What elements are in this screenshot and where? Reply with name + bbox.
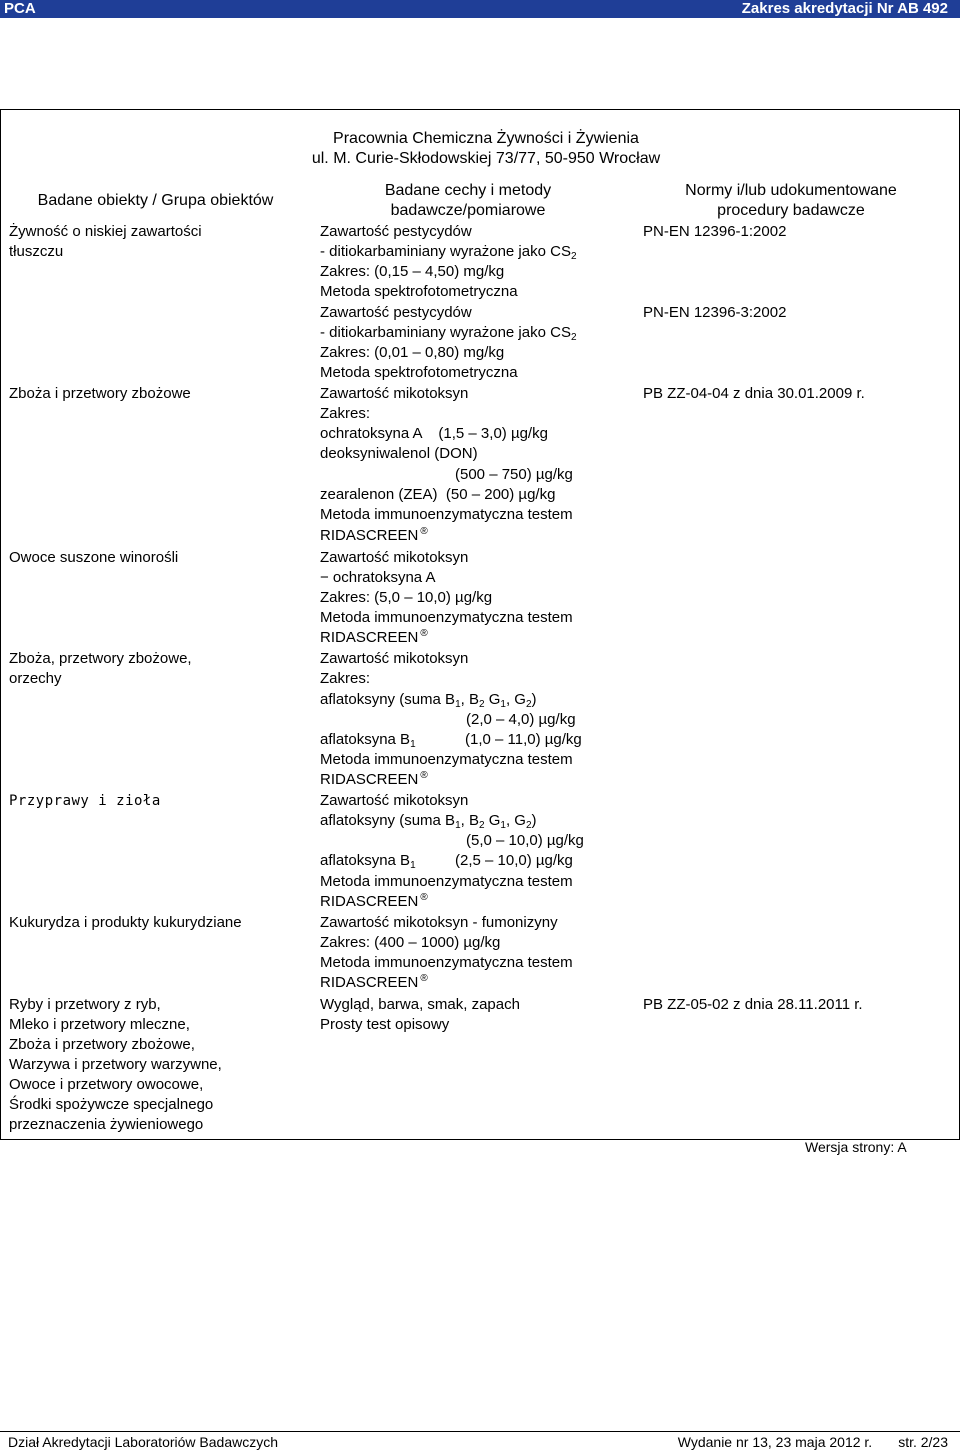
method6-aflatoxins-sum: aflatoksyny (suma $B_1$, $B_2$ $G_1$, $G_2$) bbox=[320, 812, 537, 831]
registered-mark: ® bbox=[420, 973, 428, 984]
method4-line5: RIDASCREEN ® bbox=[320, 628, 428, 646]
norm-pb-zz-05-02: PB ZZ-05-02 z dnia 28.11.2011 r. bbox=[643, 996, 863, 1013]
method2-line3: Zakres: (0,01 – 0,80) mg/kg bbox=[320, 344, 505, 361]
method7-line3: Metoda immunoenzymatyczna testem bbox=[320, 954, 573, 971]
footer-page-number: str. 2/23 bbox=[898, 1434, 948, 1450]
method6-line6: RIDASCREEN ® bbox=[320, 892, 428, 910]
object-group-line3: Zboża i przetwory zbożowe, bbox=[9, 1036, 195, 1053]
registered-mark: ® bbox=[420, 526, 428, 537]
page-footer bbox=[0, 1432, 960, 1453]
norm-pn-en-12396-3: PN-EN 12396-3:2002 bbox=[643, 304, 787, 321]
method7-line4: RIDASCREEN ® bbox=[320, 973, 428, 991]
method6-line1: Zawartość mikotoksyn bbox=[320, 792, 469, 809]
footer-edition: Wydanie nr 13, 23 maja 2012 r. bbox=[677, 1434, 873, 1450]
object-maize: Kukurydza i produkty kukurydziane bbox=[9, 914, 242, 931]
method2-line2: - ditiokarbaminiany wyrażone jako $CS_2$ bbox=[320, 324, 577, 343]
footer-edition-page bbox=[678, 1432, 948, 1453]
page-version: Wersja strony: A bbox=[805, 1139, 907, 1155]
method1-line3: Zakres: (0,15 – 4,50) mg/kg bbox=[320, 263, 505, 280]
method6-line3: (5,0 – 10,0) µg/kg bbox=[466, 832, 584, 849]
method5-line3: (2,0 – 4,0) µg/kg bbox=[466, 711, 576, 728]
registered-mark: ® bbox=[420, 892, 428, 903]
method6-line5: Metoda immunoenzymatyczna testem bbox=[320, 873, 573, 890]
method3-line7: Metoda immunoenzymatyczna testem bbox=[320, 506, 573, 523]
method5-line2: Zakres: bbox=[320, 670, 371, 687]
registered-mark: ® bbox=[420, 770, 428, 781]
method5-b1-range: (1,0 – 11,0) µg/kg bbox=[465, 731, 582, 748]
object-cereals-nuts-line1: Zboża, przetwory zbożowe, bbox=[9, 650, 192, 667]
object-spices-herbs: Przyprawy i zioła bbox=[9, 793, 161, 809]
column-header-methods-line2: badawcze/pomiarowe bbox=[390, 202, 546, 219]
column-header-objects: Badane obiekty / Grupa obiektów bbox=[37, 192, 274, 209]
method3-line8: RIDASCREEN ® bbox=[320, 526, 428, 544]
object-cereals-nuts-line2: orzechy bbox=[9, 670, 62, 687]
method8-line1: Wygląd, barwa, smak, zapach bbox=[320, 996, 520, 1013]
object-dried-grapes: Owoce suszone winorośli bbox=[9, 549, 179, 566]
method2-line4: Metoda spektrofotometryczna bbox=[320, 364, 518, 381]
method8-line2: Prosty test opisowy bbox=[320, 1016, 450, 1033]
object-group-line4: Warzywa i przetwory warzywne, bbox=[9, 1056, 222, 1073]
object-low-fat-line2: tłuszczu bbox=[9, 243, 64, 260]
method7-line2: Zakres: (400 – 1000) µg/kg bbox=[320, 934, 501, 951]
method5-aflatoxins-sum: aflatoksyny (suma $B_1$, $B_2$ $G_1$, $G_2$) bbox=[320, 691, 537, 710]
frame-top-line bbox=[0, 109, 960, 110]
method3-line5: (500 – 750) µg/kg bbox=[455, 466, 573, 483]
method1-line2: - ditiokarbaminiany wyrażone jako $CS_2$ bbox=[320, 243, 577, 262]
method5-aflatoxin-b1: aflatoksyna $B_1$ bbox=[320, 731, 416, 750]
method3-line4: deoksyniwalenol (DON) bbox=[320, 445, 478, 462]
column-header-norms-line2: procedury badawcze bbox=[717, 202, 865, 219]
object-cereals: Zboża i przetwory zbożowe bbox=[9, 385, 191, 402]
method4-line1: Zawartość mikotoksyn bbox=[320, 549, 469, 566]
header-left-label: PCA bbox=[4, 0, 36, 17]
method1-line4: Metoda spektrofotometryczna bbox=[320, 283, 518, 300]
norm-pn-en-12396-1: PN-EN 12396-1:2002 bbox=[643, 223, 787, 240]
method4-line4: Metoda immunoenzymatyczna testem bbox=[320, 609, 573, 626]
object-group-line1: Ryby i przetwory z ryb, bbox=[9, 996, 161, 1013]
method5-line6: RIDASCREEN ® bbox=[320, 770, 428, 788]
method1-line1: Zawartość pestycydów bbox=[320, 223, 472, 240]
method3-line3: ochratoksyna A (1,5 – 3,0) µg/kg bbox=[320, 425, 548, 442]
method3-line6: zearalenon (ZEA) (50 – 200) µg/kg bbox=[320, 486, 556, 503]
method2-line1: Zawartość pestycydów bbox=[320, 304, 472, 321]
header-right-label: Zakres akredytacji Nr AB 492 bbox=[741, 0, 948, 17]
registered-mark: ® bbox=[420, 628, 428, 639]
method6-aflatoxin-b1: aflatoksyna $B_1$ bbox=[320, 852, 416, 871]
footer-department: Dział Akredytacji Laboratoriów Badawczych bbox=[8, 1434, 279, 1450]
object-low-fat-line1: Żywność o niskiej zawartości bbox=[9, 223, 202, 240]
frame-left-line bbox=[0, 109, 1, 1139]
method5-line1: Zawartość mikotoksyn bbox=[320, 650, 469, 667]
norm-pb-zz-04-04: PB ZZ-04-04 z dnia 30.01.2009 r. bbox=[643, 385, 865, 402]
object-group-line7: przeznaczenia żywieniowego bbox=[9, 1116, 204, 1133]
lab-address: ul. M. Curie-Skłodowskiej 73/77, 50-950 Wrocław bbox=[311, 150, 661, 167]
method6-b1-range: (2,5 – 10,0) µg/kg bbox=[455, 852, 573, 869]
top-header-bar bbox=[0, 0, 960, 18]
column-header-methods-line1: Badane cechy i metody bbox=[384, 182, 552, 199]
method5-line5: Metoda immunoenzymatyczna testem bbox=[320, 751, 573, 768]
object-group-line6: Środki spożywcze specjalnego bbox=[9, 1096, 214, 1113]
method3-line2: Zakres: bbox=[320, 405, 371, 422]
lab-name: Pracownia Chemiczna Żywności i Żywienia bbox=[333, 130, 639, 147]
method4-line3: Zakres: (5,0 – 10,0) µg/kg bbox=[320, 589, 493, 606]
object-group-line2: Mleko i przetwory mleczne, bbox=[9, 1016, 190, 1033]
method4-line2: − ochratoksyna A bbox=[320, 569, 436, 586]
column-header-norms-line1: Normy i/lub udokumentowane bbox=[685, 182, 897, 199]
method7-line1: Zawartość mikotoksyn - fumonizyny bbox=[320, 914, 558, 931]
object-group-line5: Owoce i przetwory owocowe, bbox=[9, 1076, 204, 1093]
method3-line1: Zawartość mikotoksyn bbox=[320, 385, 469, 402]
